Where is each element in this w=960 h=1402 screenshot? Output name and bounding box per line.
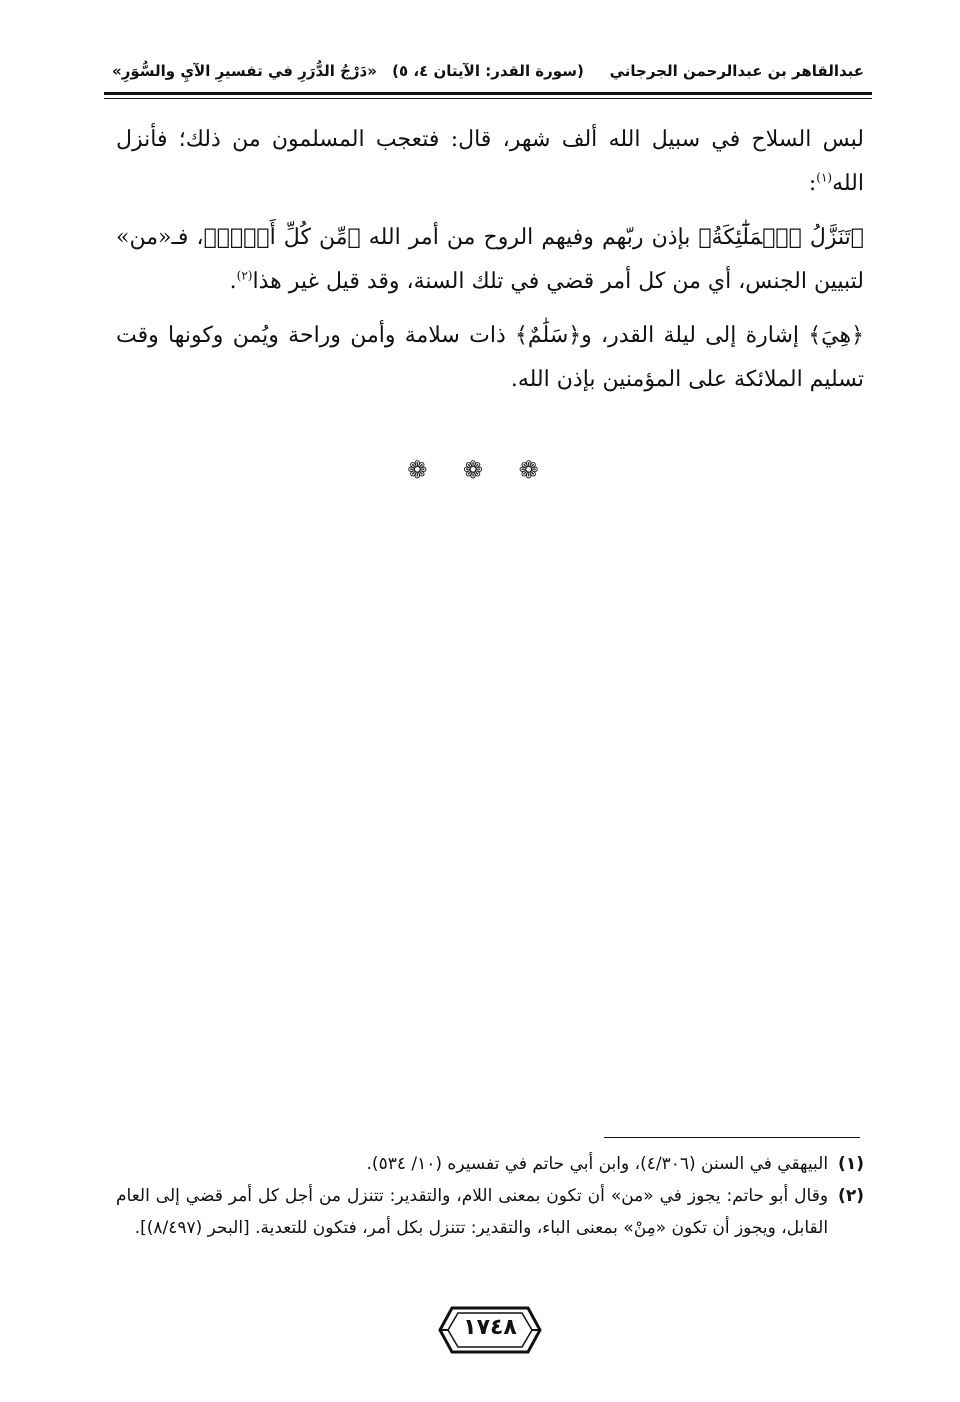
page-number-badge [438, 1302, 542, 1358]
page-number: ١٧٤٨ [463, 1315, 517, 1340]
paragraph-1-end: : [808, 171, 817, 196]
footnote-1-number: (١) [838, 1154, 864, 1174]
footnote-ref-2: (٢) [236, 268, 253, 283]
footnote-2-text: وقال أبو حاتم: يجوز في «من» أن تكون بمعنى اللام، والتقدير: تتنزل من أجل كل أمر قضي إلى العام القابل، ويجوز أن تكون «مِنْ» بمعنى الباء، والتقدير: تتنزل بكل أمر، فتكون للتعدية. [البحر (٨/٤٩٧)]. [116, 1186, 829, 1238]
paragraph-2-end: . [229, 269, 237, 294]
header-book-title: «دَرْجُ الدُّرَرِ في تفسيرِ الآيِ والسُّوَرِ» [112, 62, 377, 80]
footnote-1 [116, 1148, 864, 1180]
section-divider-ornaments: ❁ ❁ ❁ [407, 456, 553, 484]
main-text [116, 118, 864, 402]
paragraph-3: ﴿هِيَ﴾ إشارة إلى ليلة القدر، و﴿سَلَٰمٌ﴾ ذات سلامة وأمن وراحة ويُمن وكونها وقت تسليم الملائكة على المؤمنين بإذن الله. [116, 323, 864, 392]
footnote-separator [604, 1137, 860, 1138]
header-surah-reference: (سورة القدر: الآيتان ٤، ٥) [392, 62, 584, 80]
paragraph-2-text: ﴿تَنَزَّلُ ٱلۡمَلَٰٓئِكَةُ﴾ بإذن ربّهم وفيهم الروح من أمر الله ﴿مِّن كُلِّ أَمۡرٖ﴾، فـ«من» لتبيين الجنس، أي من كل أمر قضي في تلك السنة، وقد قيل غير هذا [116, 225, 864, 294]
header-author: عبدالقاهر بن عبدالرحمن الجرجاني [609, 62, 864, 80]
footnote-ref-1: (١) [816, 170, 833, 185]
header-rule-thin [104, 98, 872, 99]
header-rule-thick [104, 92, 872, 95]
footnote-2-number: (٢) [838, 1186, 864, 1206]
footnotes [116, 1148, 864, 1244]
running-header [112, 58, 864, 88]
footnote-1-text: البيهقي في السنن (٤/٣٠٦)، وابن أبي حاتم في تفسيره (١٠/ ٥٣٤). [366, 1154, 829, 1174]
footnote-2 [116, 1180, 864, 1244]
paragraph-2 [116, 216, 864, 304]
paragraph-1 [116, 118, 864, 206]
paragraph-1-text: لبس السلاح في سبيل الله ألف شهر، قال: فتعجب المسلمون من ذلك؛ فأنزل الله [116, 127, 864, 196]
